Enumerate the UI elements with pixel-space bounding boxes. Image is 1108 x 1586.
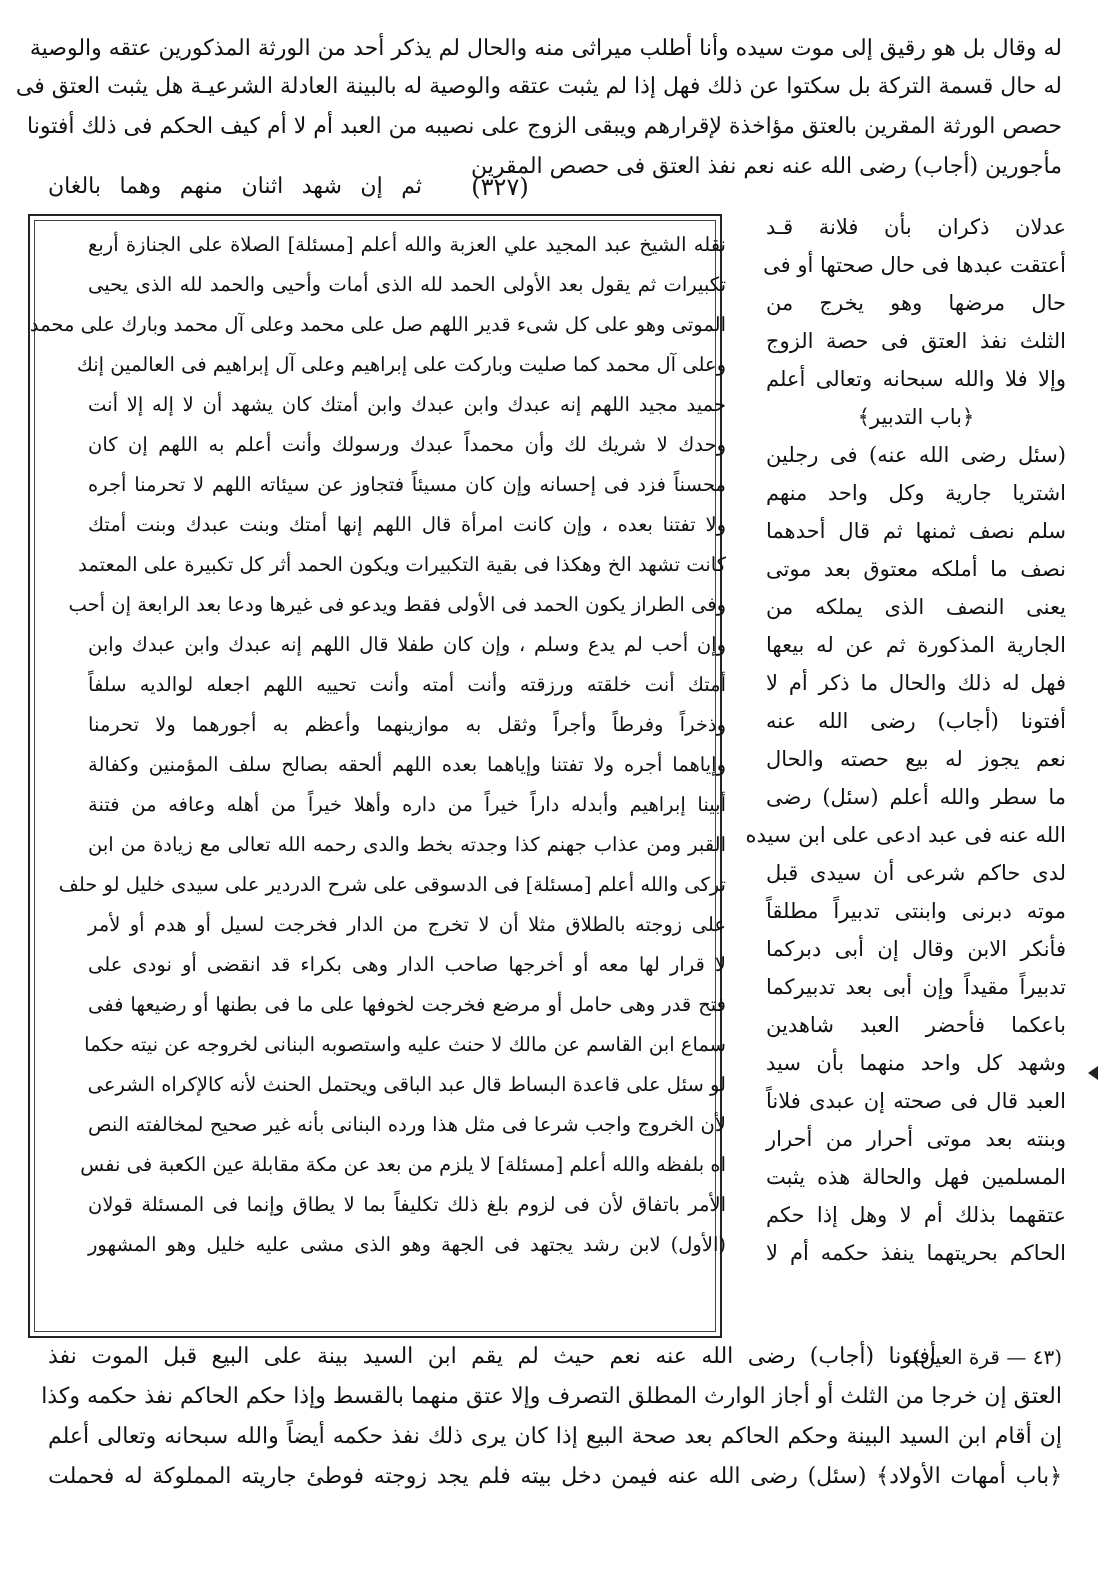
text-line: ما سطر والله أعلم (سئل) رضى [766,785,1066,809]
commentary-line: الأمر باتفاق لأن فى لزوم بلغ ذلك تكليفاً بما لا يطاق وإنما فى المسئلة قولان [88,1193,726,1216]
text-line: أعتقت عبدها فى حال صحتها أو فى [763,253,1066,277]
commentary-line: الموتى وهو على كل شىء قدير اللهم صل على محمد وعلى آل محمد وبارك على محمد [29,313,726,336]
commentary-line: لا قرار لها معه أو أخرجها صاحب الدار وهى بكراء قد انقضى أو نودى على [88,953,726,976]
text-line: تدبيراً مقيداً وإن أبى بعد تدبيركما [766,975,1066,999]
commentary-line: نقله الشيخ عبد المجيد علي العزبة والله أعلم [مسئلة] الصلاة على الجنازة أربع [88,233,726,256]
text-line: مأجورين (أجاب) رضى الله عنه نعم نفذ العتق فى حصص المقرين [470,154,1062,179]
commentary-line: وفى الطراز يكون الحمد فى الأولى فقط ويدعو فى غيرها ودعا بعد الرابعة إن أحب [68,593,726,616]
text-line: حال مرضها وهو يخرج من [766,291,1066,315]
commentary-line: وحدك لا شريك لك وأن محمداً عبدك ورسولك وأنت أعلم به اللهم إن كان [88,433,726,456]
text-line: العتق إن خرجا من الثلث أو أجاز الوارث المطلق التصرف وإلا عتق منهما بالقسط وإذا حكم الحاكم نفذ حكمه وكذا [41,1384,1062,1409]
commentary-line: لأن الخروج واجب شرعا فى مثل هذا ورده البنانى بأنه غير صحيح لمخالفته النص [88,1113,726,1136]
text-line: له حال قسمة التركة بل سكتوا عن ذلك فهل إذا لم يثبت عتقه والوصية له بالبينة العادلة الشرعيـة هل يثبت العتق فى [15,74,1062,99]
commentary-line: أبينا إبراهيم وأبدله داراً خيراً من داره وأهلا خيراً من أهله وعافه من فتنة [88,793,726,816]
text-line: سلم نصف ثمنها ثم قال أحدهما [766,519,1066,543]
text-line: وبنته بعد موتى أحرار من أحرار [766,1127,1066,1151]
commentary-line: لو سئل على قاعدة البساط قال عبد الباقى ويحتمل الحنث لأنه كالإكراه الشرعى [87,1073,726,1096]
text-line: المسلمين فهل والحالة هذه يثبت [766,1165,1066,1189]
text-line: موته دبرنى وابنتى تدبيراً مطلقاً [766,899,1066,923]
text-line: الحاكم بحريتهما ينفذ حكمه أم لا [766,1241,1066,1265]
commentary-line: محسناً فزد فى إحسانه وإن كان مسيئاً فتجاوز عن سيئاته اللهم لا تحرمنا أجره [88,473,726,496]
commentary-line: اه بلفظه والله أعلم [مسئلة] لا يلزم من بعد عن مكة مقابلة عين الكعبة فى نفس [80,1153,726,1176]
commentary-line: فتح قدر وهى حامل أو مرضع فخرجت لخوفها على ما فى بطنها أو رضيعها ففى [88,993,726,1016]
text-line: نصف ما أملكه معتوق بعد موتى [766,557,1066,581]
text-line: وإلا فلا والله سبحانه وتعالى أعلم [766,367,1066,391]
text-line: يعنى النصف الذى يملكه من [766,595,1066,619]
text-line: نعم يجوز له بيع حصته والحال [766,747,1066,771]
commentary-line: أمتك أنت خلقته ورزقته وأنت أمته وأنت تحييه اللهم اجعله لوالديه سلفاً [88,673,726,696]
text-line: (سئل رضى الله عنه) فى رجلين [766,443,1066,467]
text-line: ثم إن شهد اثنان منهم وهما بالغان [48,174,422,199]
text-line: الثلث نفذ العتق فى حصة الزوج [766,329,1066,353]
text-line: إن أقام ابن السيد البينة وحكم الحاكم بعد صحة البيع إذا كان يرى ذلك نفذ حكمه أيضاً والله سبحانه وتعالى أعلم [48,1424,1062,1449]
commentary-line: القبر ومن عذاب جهنم كذا وجدته بخط والدى رحمه الله تعالى مع زيادة من ابن [88,833,726,856]
text-line: العبد قال فى صحته إن عبدى فلاناً [766,1089,1066,1113]
text-line: عتقهما بذلك أم لا وهل إذا حكم [766,1203,1066,1227]
commentary-line: على زوجته بالطلاق مثلا أن لا تخرج من الدار فخرجت لسيل أو هدم أو لأمر [88,913,726,936]
text-line: الجارية المذكورة ثم عن له بيعها [766,633,1066,657]
text-line: وشهد كل واحد منهما بأن سيد [766,1051,1066,1075]
commentary-line: وإياهما أجره ولا تفتنا وإياهما بعده اللهم ألحقه بصالح سلف المؤمنين وكفالة [88,753,726,776]
signature-mark: (٤٣ — قرة العين) [912,1345,1062,1369]
text-line: له وقال بل هو رقيق إلى موت سيده وأنا أطلب ميراثى منه والحال لم يذكر أحد من الورثة المذكورين عتقه والوصية [29,36,1062,61]
commentary-line: تركى والله أعلم [مسئلة] فى الدسوقى على شرح الدردير على سيدى خليل لو حلف [58,873,726,896]
text-line: فأنكر الابن وقال إن أبى دبركما [766,937,1066,961]
commentary-line: كانت تشهد الخ وهكذا فى بقية التكبيرات ويكون الحمد أثر كل تكبيرة على المعتمد [78,553,726,576]
text-line: حصص الورثة المقرين بالعتق مؤاخذة لإقرارهم ويبقى الزوج على نصيبه من العبد أم لا أم كيف الحكم فى ذلك أفتونا [27,114,1062,139]
text-line: فهل له ذلك والحال ما ذكر أم لا [766,671,1066,695]
commentary-line: حميد مجيد اللهم إنه عبدك وابن عبدك وابن أمتك كان يشهد أن لا إله إلا أنت [88,393,726,416]
text-line: أفتونا (أجاب) رضى الله عنه نعم حيث لم يقم ابن السيد بينة على البيع قبل الموت نفذ [48,1344,936,1369]
page-number: (٣٢٧) [471,173,529,201]
commentary-line: تكبيرات ثم يقول بعد الأولى الحمد لله الذى أمات وأحيى والحمد لله الذى يحيى [88,273,726,296]
text-line: أفتونا (أجاب) رضى الله عنه [766,709,1066,733]
commentary-line: سماع ابن القاسم عن مالك لا حنث عليه واستصوبه البنانى لخروجه عن نيته حكما [84,1033,726,1056]
text-line: ﴿باب أمهات الأولاد﴾ (سئل) رضى الله عنه فيمن دخل بيته فلم يجد زوجته فوطئ جاريته المملوكة له فحملت [48,1464,1062,1489]
commentary-line: وإن أحب لم يدع وسلم ، وإن كان طفلا قال اللهم إنه عبدك وابن عبدك وابن [88,633,726,656]
text-line: لدى حاكم شرعى أن سيدى قبل [766,861,1066,885]
commentary-line: (الأول) لابن رشد يجتهد فى الجهة وهو الذى مشى عليه خليل وهو المشهور [88,1233,726,1256]
commentary-line: ولا تفتنا بعده ، وإن كانت امرأة قال اللهم إنها أمتك وبنت عبدك وبنت أمتك [88,513,726,536]
text-line: باعكما فأحضر العبد شاهدين [766,1013,1066,1037]
section-heading: ﴿باب التدبير﴾ [857,405,975,429]
commentary-line: وذخراً وفرطاً وأجراً وثقل به موازينهما وأعظم به أجورهما ولا تحرمنا [88,713,726,736]
text-line: عدلان ذكران بأن فلانة قـد [766,215,1066,239]
commentary-line: وعلى آل محمد كما صليت وباركت على إبراهيم وعلى آل إبراهيم فى العالمين إنك [76,353,726,376]
text-line: الله عنه فى عبد ادعى على ابن سيده [745,823,1066,847]
margin-arrow-icon [1088,1066,1098,1080]
text-line: اشتريا جارية وكل واحد منهم [766,481,1066,505]
